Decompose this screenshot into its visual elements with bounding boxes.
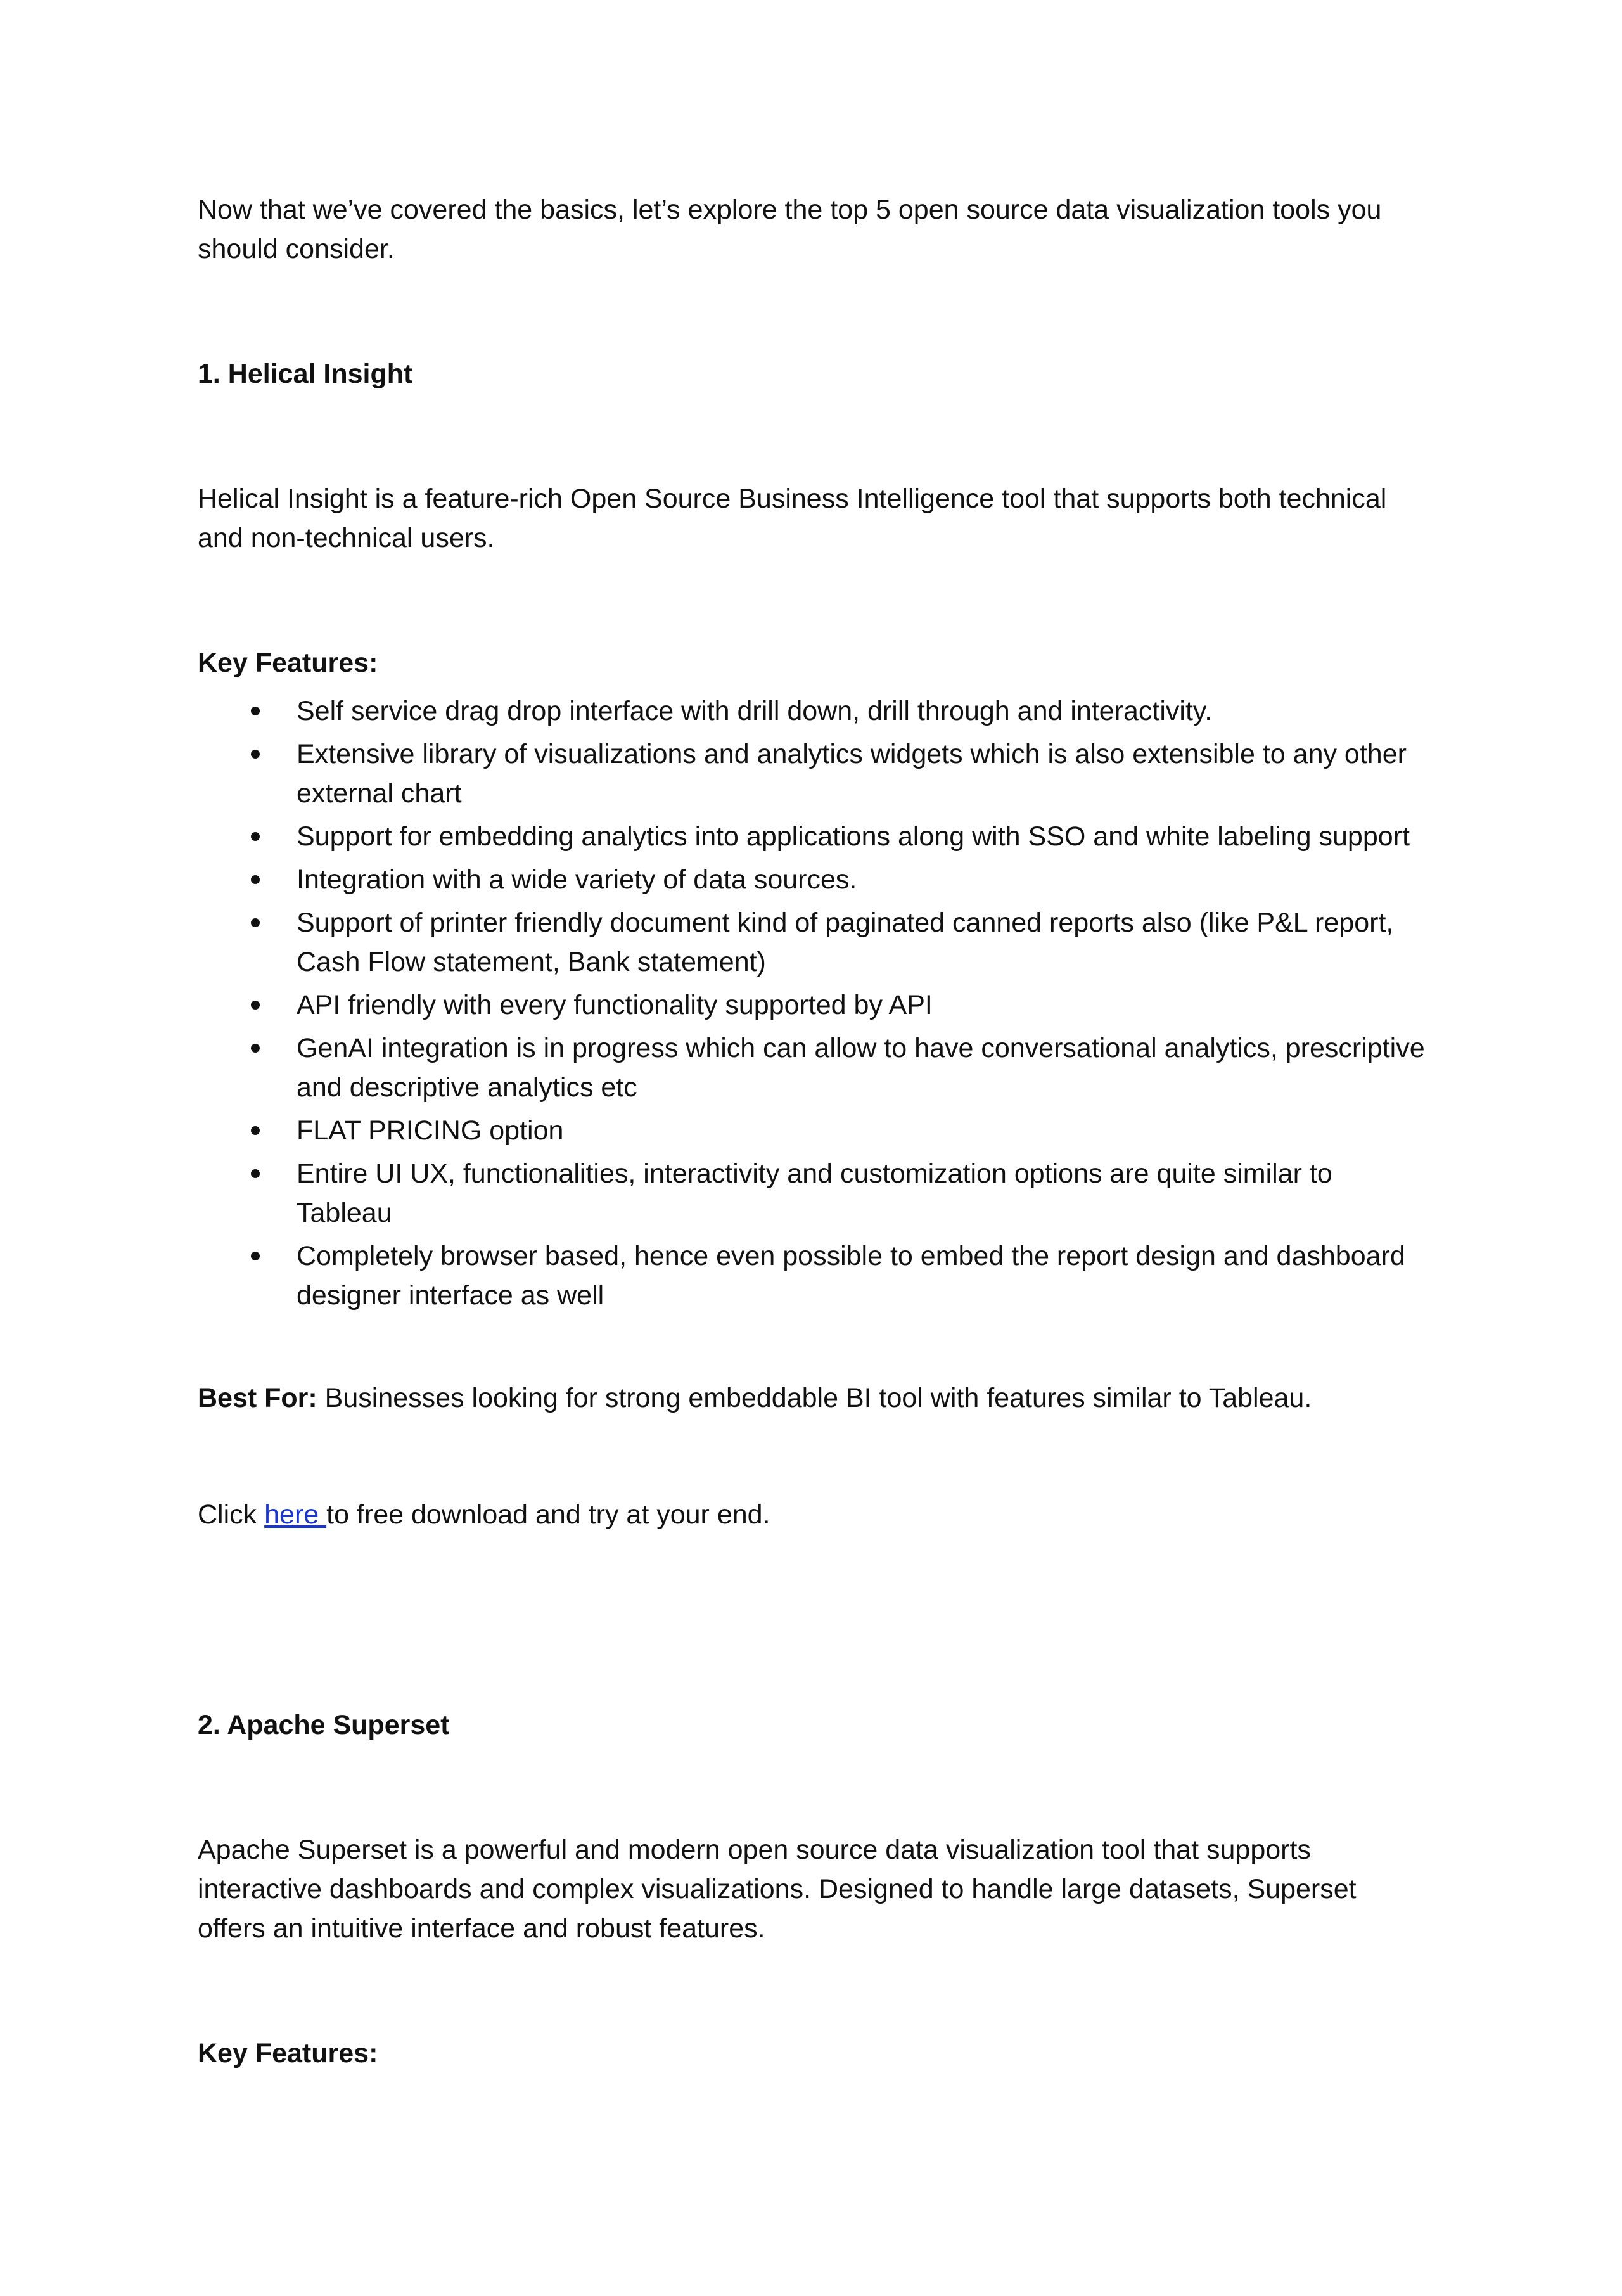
list-item: Extensive library of visualizations and analytics widgets which is also extensible to any other external chart [198, 734, 1433, 813]
download-link[interactable]: here [264, 1499, 327, 1530]
list-item: Completely browser based, hence even possible to embed the report design and dashboard designer interface as well [198, 1236, 1433, 1315]
download-suffix: to free download and try at your end. [326, 1499, 770, 1530]
best-for-text: Businesses looking for strong embeddable BI tool with features similar to Tableau. [317, 1383, 1312, 1413]
apache-superset-description: Apache Superset is a powerful and modern open source data visualization tool that supports interactive dashboards and complex visualizations. Designed to handle large datasets, Superset offers an intuitive interface and robust features. [198, 1835, 1357, 1944]
best-for-label: Best For: [198, 1383, 317, 1413]
key-features-heading-2: Key Features: [198, 2038, 378, 2068]
section-heading-apache-superset: 2. Apache Superset [198, 1710, 450, 1740]
list-item: Support of printer friendly document kind of paginated canned reports also (like P&L report, Cash Flow statement, Bank statement) [198, 903, 1433, 982]
list-item: GenAI integration is in progress which can allow to have conversational analytics, prescriptive and descriptive analytics etc [198, 1029, 1433, 1107]
list-item: Support for embedding analytics into applications along with SSO and white labeling support [198, 817, 1433, 856]
list-item: Self service drag drop interface with drill down, drill through and interactivity. [198, 691, 1433, 731]
list-item: Entire UI UX, functionalities, interactivity and customization options are quite similar to Tableau [198, 1154, 1433, 1233]
feature-list [198, 691, 1433, 1315]
helical-insight-description: Helical Insight is a feature-rich Open Source Business Intelligence tool that supports both technical and non-technical users. [198, 484, 1387, 553]
download-paragraph [198, 1495, 1433, 1534]
list-item: API friendly with every functionality supported by API [198, 985, 1433, 1025]
list-item: FLAT PRICING option [198, 1111, 1433, 1150]
section-heading-helical-insight: 1. Helical Insight [198, 359, 413, 389]
best-for-paragraph [198, 1378, 1433, 1418]
list-item: Integration with a wide variety of data sources. [198, 860, 1433, 899]
intro-paragraph: Now that we’ve covered the basics, let’s explore the top 5 open source data visualization tools you should consider. [198, 195, 1382, 264]
key-features-heading: Key Features: [198, 648, 378, 678]
document-page [198, 190, 1433, 2073]
download-prefix: Click [198, 1499, 265, 1530]
